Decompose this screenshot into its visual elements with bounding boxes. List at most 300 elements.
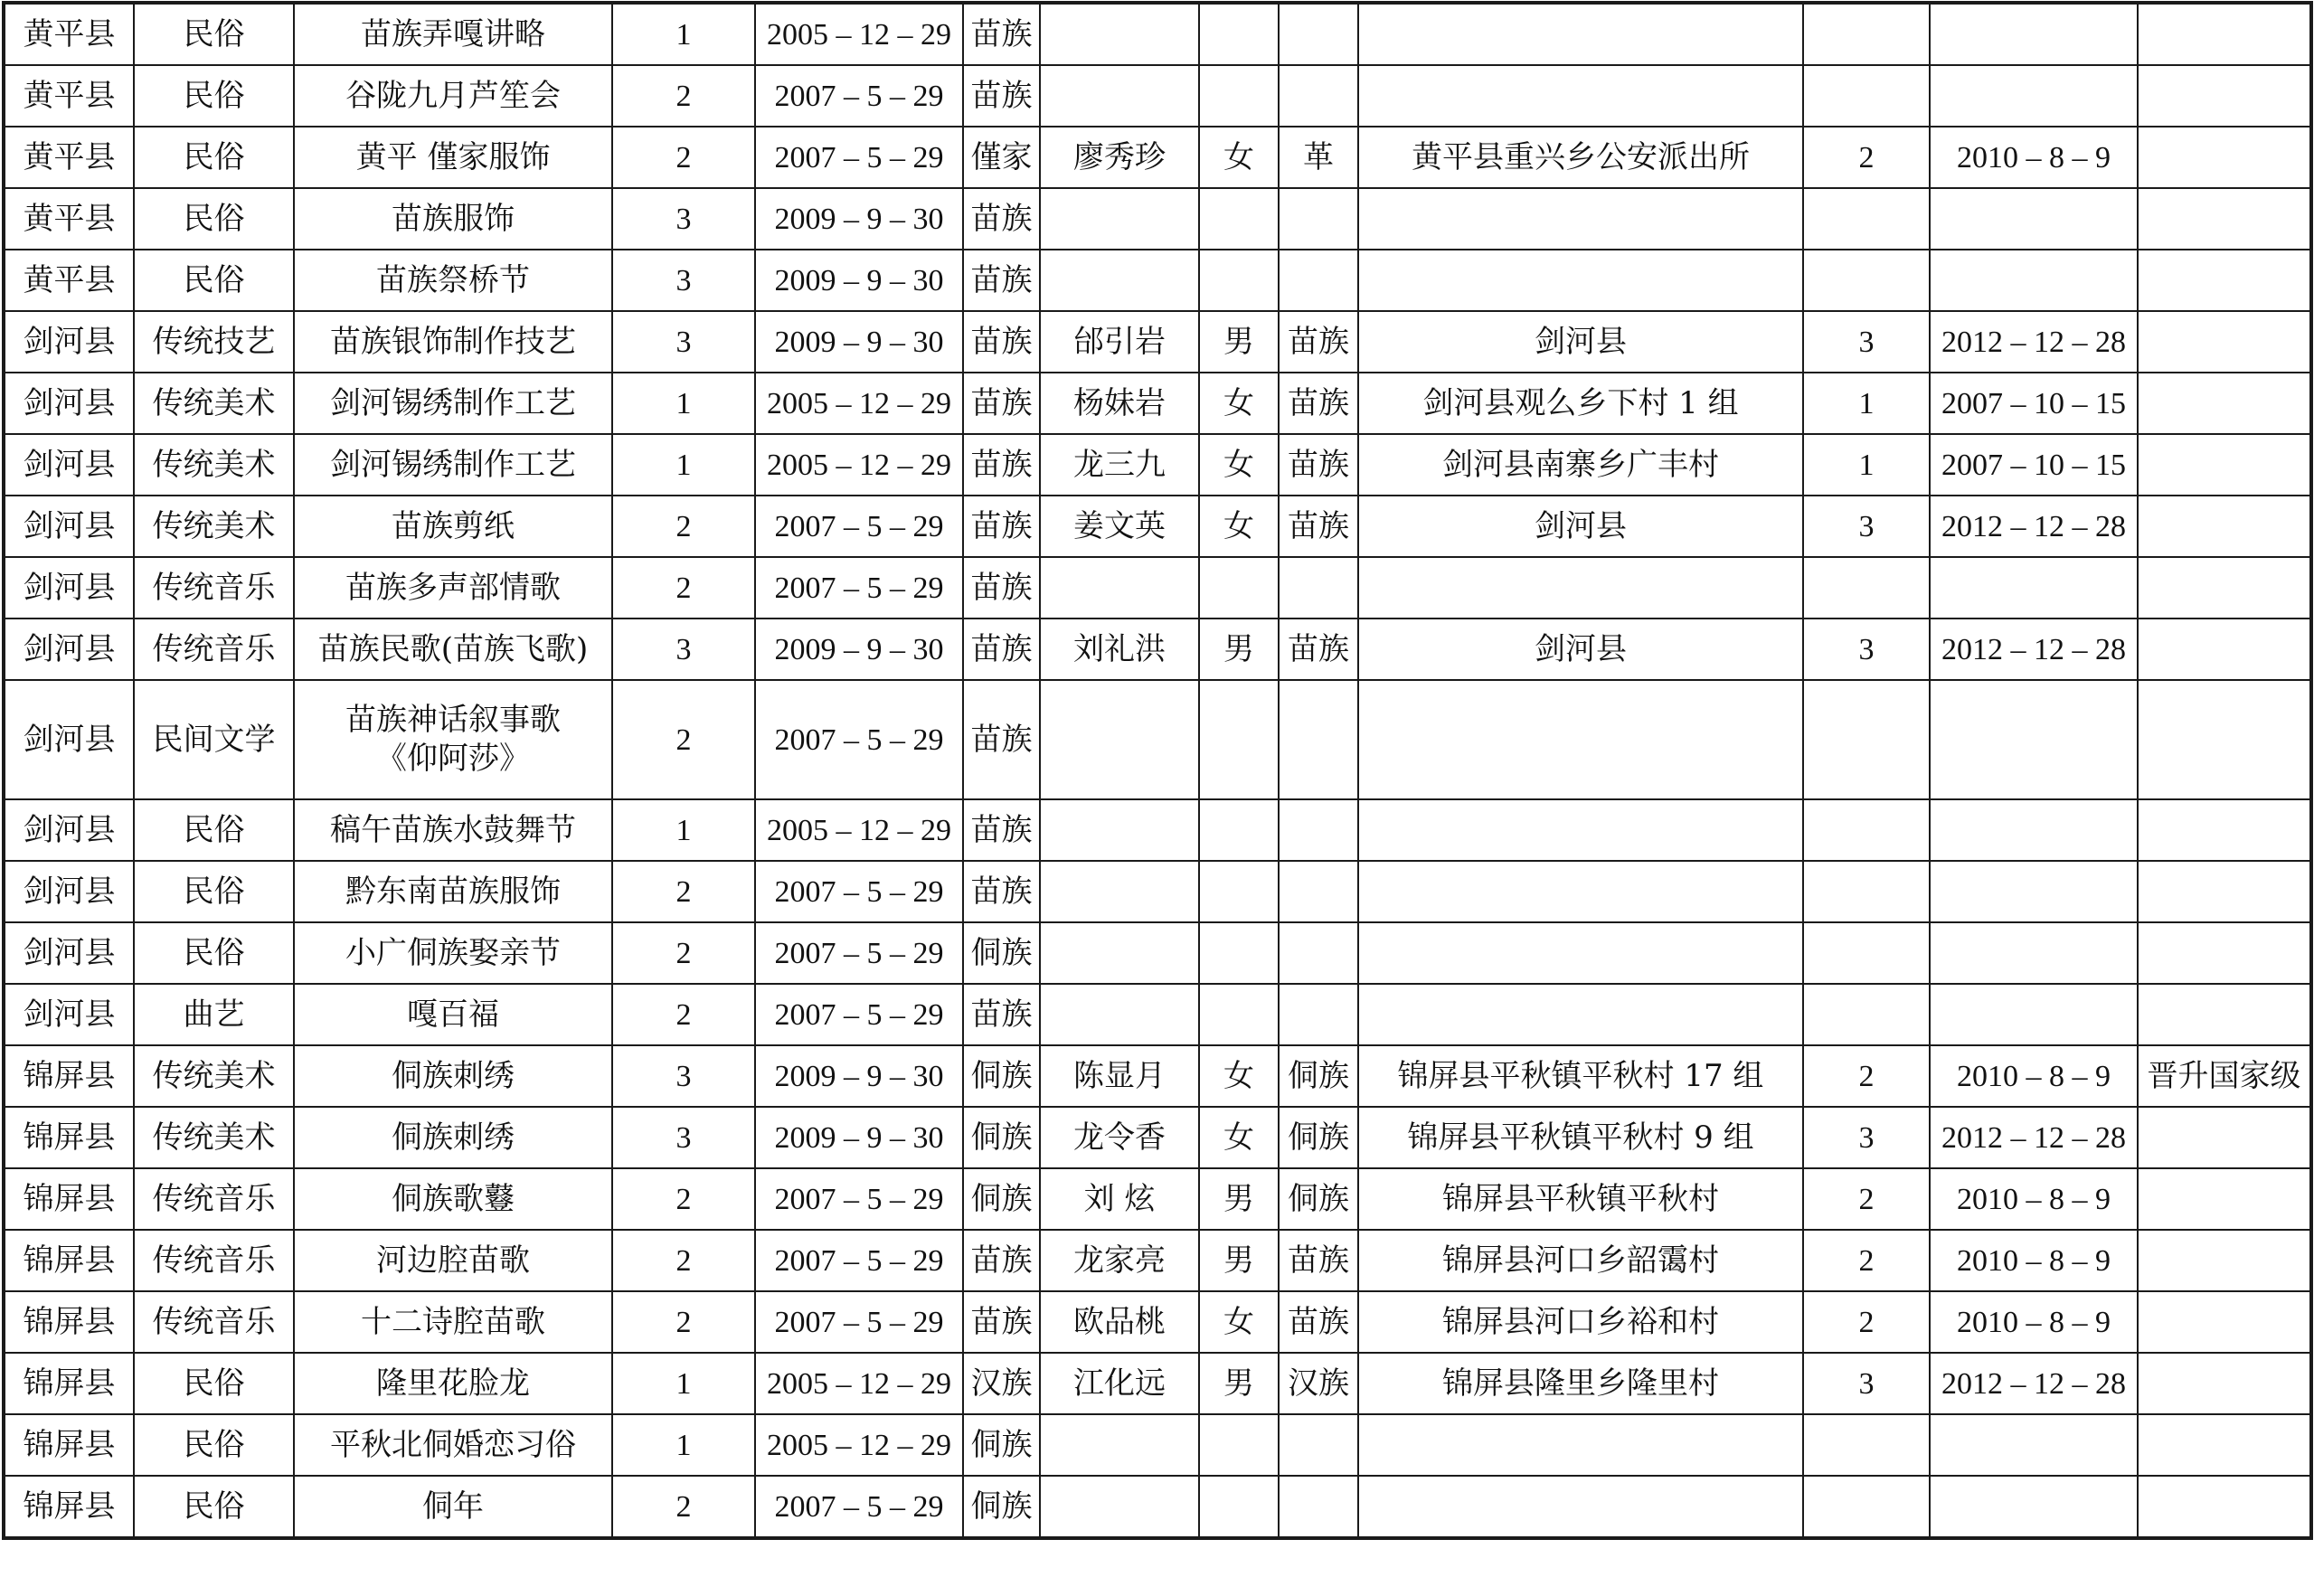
category-cell: 民俗 xyxy=(134,127,294,188)
table-row xyxy=(4,496,2311,557)
note-cell xyxy=(2138,188,2311,250)
project-batch-cell: 3 xyxy=(612,1107,755,1168)
table-row xyxy=(4,984,2311,1045)
inheritor-name-cell xyxy=(1040,65,1199,127)
category-cell: 民俗 xyxy=(134,1414,294,1476)
category-cell: 传统美术 xyxy=(134,1107,294,1168)
ethnic-group-cell: 侗族 xyxy=(963,1476,1040,1538)
note-cell xyxy=(2138,434,2311,496)
inheritor-gender-cell: 女 xyxy=(1199,434,1279,496)
inheritor-address-cell: 锦屏县平秋镇平秋村 xyxy=(1358,1168,1803,1230)
inheritor-name-cell: 陈显月 xyxy=(1040,1045,1199,1107)
ethnic-group-cell: 苗族 xyxy=(963,984,1040,1045)
project-batch-cell: 1 xyxy=(612,434,755,496)
inheritor-batch-cell xyxy=(1803,680,1930,799)
inheritor-date-cell xyxy=(1930,984,2138,1045)
note-cell: 晋升国家级 xyxy=(2138,1045,2311,1107)
note-cell xyxy=(2138,1107,2311,1168)
ethnic-group-cell: 苗族 xyxy=(963,1230,1040,1291)
table-row xyxy=(4,557,2311,619)
project-name-cell: 十二诗腔苗歌 xyxy=(294,1291,612,1353)
inheritor-name-cell: 刘 炫 xyxy=(1040,1168,1199,1230)
inheritor-ethnic-cell xyxy=(1279,1414,1358,1476)
category-cell: 传统美术 xyxy=(134,496,294,557)
inheritor-batch-cell: 2 xyxy=(1803,1045,1930,1107)
county-cell: 黄平县 xyxy=(4,3,134,65)
inheritor-gender-cell: 女 xyxy=(1199,373,1279,434)
project-name-cell: 黄平 僅家服饰 xyxy=(294,127,612,188)
county-cell: 锦屏县 xyxy=(4,1476,134,1538)
approval-date-cell: 2005 – 12 – 29 xyxy=(755,799,963,861)
project-batch-cell: 1 xyxy=(612,799,755,861)
inheritor-name-cell xyxy=(1040,188,1199,250)
inheritor-address-cell xyxy=(1358,3,1803,65)
inheritor-address-cell xyxy=(1358,1414,1803,1476)
inheritor-address-cell xyxy=(1358,557,1803,619)
project-name-cell: 剑河锡绣制作工艺 xyxy=(294,373,612,434)
table-row xyxy=(4,65,2311,127)
inheritor-date-cell: 2012 – 12 – 28 xyxy=(1930,619,2138,680)
ethnic-group-cell: 侗族 xyxy=(963,1168,1040,1230)
inheritor-name-cell: 龙令香 xyxy=(1040,1107,1199,1168)
project-name-cell: 苗族剪纸 xyxy=(294,496,612,557)
table-row xyxy=(4,188,2311,250)
inheritor-date-cell: 2007 – 10 – 15 xyxy=(1930,373,2138,434)
county-cell: 剑河县 xyxy=(4,619,134,680)
inheritor-ethnic-cell: 苗族 xyxy=(1279,373,1358,434)
table-row xyxy=(4,250,2311,311)
inheritor-gender-cell xyxy=(1199,250,1279,311)
approval-date-cell: 2009 – 9 – 30 xyxy=(755,250,963,311)
approval-date-cell: 2007 – 5 – 29 xyxy=(755,496,963,557)
inheritor-batch-cell: 2 xyxy=(1803,127,1930,188)
approval-date-cell: 2005 – 12 – 29 xyxy=(755,373,963,434)
inheritor-ethnic-cell xyxy=(1279,680,1358,799)
inheritor-date-cell: 2010 – 8 – 9 xyxy=(1930,1291,2138,1353)
inheritor-batch-cell xyxy=(1803,861,1930,922)
inheritor-date-cell: 2010 – 8 – 9 xyxy=(1930,1230,2138,1291)
inheritor-ethnic-cell: 苗族 xyxy=(1279,1230,1358,1291)
note-cell xyxy=(2138,3,2311,65)
county-cell: 剑河县 xyxy=(4,680,134,799)
county-cell: 剑河县 xyxy=(4,496,134,557)
county-cell: 黄平县 xyxy=(4,65,134,127)
inheritor-name-cell: 邰引岩 xyxy=(1040,311,1199,373)
inheritor-name-cell: 廖秀珍 xyxy=(1040,127,1199,188)
ethnic-group-cell: 苗族 xyxy=(963,65,1040,127)
approval-date-cell: 2007 – 5 – 29 xyxy=(755,65,963,127)
county-cell: 剑河县 xyxy=(4,922,134,984)
county-cell: 剑河县 xyxy=(4,861,134,922)
county-cell: 锦屏县 xyxy=(4,1230,134,1291)
ethnic-group-cell: 苗族 xyxy=(963,250,1040,311)
inheritor-date-cell: 2010 – 8 – 9 xyxy=(1930,1045,2138,1107)
inheritor-name-cell xyxy=(1040,799,1199,861)
inheritor-ethnic-cell xyxy=(1279,922,1358,984)
inheritor-name-cell xyxy=(1040,1476,1199,1538)
inheritor-ethnic-cell xyxy=(1279,65,1358,127)
approval-date-cell: 2007 – 5 – 29 xyxy=(755,922,963,984)
inheritor-name-cell xyxy=(1040,922,1199,984)
project-batch-cell: 2 xyxy=(612,1476,755,1538)
inheritor-date-cell xyxy=(1930,799,2138,861)
county-cell: 锦屏县 xyxy=(4,1168,134,1230)
category-cell: 民俗 xyxy=(134,65,294,127)
inheritor-address-cell xyxy=(1358,250,1803,311)
approval-date-cell: 2007 – 5 – 29 xyxy=(755,1476,963,1538)
table-row xyxy=(4,311,2311,373)
inheritor-ethnic-cell: 苗族 xyxy=(1279,496,1358,557)
ethnic-group-cell: 苗族 xyxy=(963,1291,1040,1353)
inheritor-batch-cell xyxy=(1803,1476,1930,1538)
table-row xyxy=(4,619,2311,680)
table-body xyxy=(4,3,2311,1538)
table-row xyxy=(4,1168,2311,1230)
inheritor-address-cell: 剑河县南寨乡广丰村 xyxy=(1358,434,1803,496)
inheritor-ethnic-cell: 侗族 xyxy=(1279,1168,1358,1230)
table-row xyxy=(4,1476,2311,1538)
project-name-cell: 剑河锡绣制作工艺 xyxy=(294,434,612,496)
note-cell xyxy=(2138,496,2311,557)
ethnic-group-cell: 苗族 xyxy=(963,619,1040,680)
ethnic-group-cell: 苗族 xyxy=(963,188,1040,250)
note-cell xyxy=(2138,250,2311,311)
county-cell: 黄平县 xyxy=(4,250,134,311)
project-batch-cell: 1 xyxy=(612,373,755,434)
approval-date-cell: 2005 – 12 – 29 xyxy=(755,3,963,65)
inheritor-gender-cell: 男 xyxy=(1199,619,1279,680)
inheritor-gender-cell: 女 xyxy=(1199,1045,1279,1107)
inheritor-ethnic-cell xyxy=(1279,557,1358,619)
category-cell: 民俗 xyxy=(134,1353,294,1414)
inheritor-ethnic-cell: 革 xyxy=(1279,127,1358,188)
note-cell xyxy=(2138,1168,2311,1230)
inheritor-ethnic-cell: 苗族 xyxy=(1279,1291,1358,1353)
table-row xyxy=(4,1230,2311,1291)
ethnic-group-cell: 苗族 xyxy=(963,434,1040,496)
note-cell xyxy=(2138,799,2311,861)
inheritor-gender-cell xyxy=(1199,799,1279,861)
project-name-cell: 稿午苗族水鼓舞节 xyxy=(294,799,612,861)
inheritor-date-cell xyxy=(1930,250,2138,311)
category-cell: 民间文学 xyxy=(134,680,294,799)
inheritor-date-cell: 2012 – 12 – 28 xyxy=(1930,1107,2138,1168)
note-cell xyxy=(2138,1414,2311,1476)
inheritor-gender-cell xyxy=(1199,984,1279,1045)
inheritor-batch-cell: 2 xyxy=(1803,1291,1930,1353)
inheritor-gender-cell: 女 xyxy=(1199,1107,1279,1168)
category-cell: 民俗 xyxy=(134,861,294,922)
project-name-cell: 苗族服饰 xyxy=(294,188,612,250)
note-cell xyxy=(2138,127,2311,188)
project-name-cell: 苗族祭桥节 xyxy=(294,250,612,311)
county-cell: 黄平县 xyxy=(4,188,134,250)
project-name-cell: 谷陇九月芦笙会 xyxy=(294,65,612,127)
project-batch-cell: 2 xyxy=(612,1168,755,1230)
inheritor-date-cell: 2010 – 8 – 9 xyxy=(1930,1168,2138,1230)
table-row xyxy=(4,127,2311,188)
approval-date-cell: 2005 – 12 – 29 xyxy=(755,1414,963,1476)
category-cell: 传统音乐 xyxy=(134,1291,294,1353)
inheritor-address-cell xyxy=(1358,680,1803,799)
note-cell xyxy=(2138,1476,2311,1538)
inheritor-gender-cell xyxy=(1199,3,1279,65)
table-row xyxy=(4,1107,2311,1168)
ethnic-group-cell: 侗族 xyxy=(963,1045,1040,1107)
project-batch-cell: 2 xyxy=(612,1230,755,1291)
project-batch-cell: 1 xyxy=(612,1353,755,1414)
ethnic-group-cell: 汉族 xyxy=(963,1353,1040,1414)
county-cell: 剑河县 xyxy=(4,434,134,496)
inheritor-gender-cell xyxy=(1199,65,1279,127)
ethnic-group-cell: 苗族 xyxy=(963,557,1040,619)
note-cell xyxy=(2138,680,2311,799)
inheritor-batch-cell: 2 xyxy=(1803,1168,1930,1230)
inheritor-name-cell xyxy=(1040,984,1199,1045)
project-name-cell: 苗族弄嘎讲略 xyxy=(294,3,612,65)
inheritor-name-cell: 姜文英 xyxy=(1040,496,1199,557)
inheritor-gender-cell: 女 xyxy=(1199,1291,1279,1353)
inheritor-batch-cell: 1 xyxy=(1803,373,1930,434)
project-batch-cell: 3 xyxy=(612,250,755,311)
county-cell: 剑河县 xyxy=(4,799,134,861)
inheritor-ethnic-cell xyxy=(1279,861,1358,922)
approval-date-cell: 2007 – 5 – 29 xyxy=(755,1230,963,1291)
approval-date-cell: 2007 – 5 – 29 xyxy=(755,680,963,799)
inheritor-address-cell: 剑河县 xyxy=(1358,619,1803,680)
note-cell xyxy=(2138,311,2311,373)
inheritor-address-cell: 锦屏县隆里乡隆里村 xyxy=(1358,1353,1803,1414)
inheritor-gender-cell: 男 xyxy=(1199,1230,1279,1291)
table-row xyxy=(4,799,2311,861)
inheritor-address-cell xyxy=(1358,799,1803,861)
ethnic-group-cell: 侗族 xyxy=(963,1107,1040,1168)
heritage-table-page xyxy=(2,1,2309,1592)
inheritor-address-cell xyxy=(1358,188,1803,250)
inheritor-date-cell xyxy=(1930,861,2138,922)
approval-date-cell: 2009 – 9 – 30 xyxy=(755,311,963,373)
project-batch-cell: 3 xyxy=(612,188,755,250)
project-name-cell: 小广侗族娶亲节 xyxy=(294,922,612,984)
inheritor-batch-cell xyxy=(1803,188,1930,250)
table-row xyxy=(4,922,2311,984)
inheritor-gender-cell: 男 xyxy=(1199,311,1279,373)
inheritor-batch-cell xyxy=(1803,922,1930,984)
inheritor-ethnic-cell: 苗族 xyxy=(1279,619,1358,680)
inheritor-batch-cell xyxy=(1803,984,1930,1045)
project-name-cell: 黔东南苗族服饰 xyxy=(294,861,612,922)
inheritor-address-cell xyxy=(1358,65,1803,127)
inheritor-gender-cell: 女 xyxy=(1199,496,1279,557)
table-row xyxy=(4,1045,2311,1107)
project-name-cell: 河边腔苗歌 xyxy=(294,1230,612,1291)
project-name-cell xyxy=(294,680,612,799)
inheritor-address-cell: 剑河县 xyxy=(1358,311,1803,373)
category-cell: 传统美术 xyxy=(134,1045,294,1107)
approval-date-cell: 2009 – 9 – 30 xyxy=(755,1045,963,1107)
category-cell: 民俗 xyxy=(134,922,294,984)
inheritor-date-cell xyxy=(1930,65,2138,127)
inheritor-batch-cell xyxy=(1803,557,1930,619)
heritage-table xyxy=(2,1,2313,1540)
inheritor-name-cell: 江化远 xyxy=(1040,1353,1199,1414)
inheritor-date-cell xyxy=(1930,557,2138,619)
project-name-cell: 平秋北侗婚恋习俗 xyxy=(294,1414,612,1476)
inheritor-ethnic-cell: 苗族 xyxy=(1279,434,1358,496)
inheritor-address-cell xyxy=(1358,1476,1803,1538)
note-cell xyxy=(2138,557,2311,619)
inheritor-ethnic-cell xyxy=(1279,1476,1358,1538)
ethnic-group-cell: 苗族 xyxy=(963,311,1040,373)
approval-date-cell: 2007 – 5 – 29 xyxy=(755,1291,963,1353)
project-name-cell: 侗族刺绣 xyxy=(294,1045,612,1107)
inheritor-date-cell xyxy=(1930,1414,2138,1476)
approval-date-cell: 2007 – 5 – 29 xyxy=(755,127,963,188)
inheritor-ethnic-cell xyxy=(1279,984,1358,1045)
project-name-cell: 隆里花脸龙 xyxy=(294,1353,612,1414)
note-cell xyxy=(2138,861,2311,922)
ethnic-group-cell: 苗族 xyxy=(963,861,1040,922)
note-cell xyxy=(2138,922,2311,984)
table-row xyxy=(4,1291,2311,1353)
note-cell xyxy=(2138,984,2311,1045)
inheritor-batch-cell: 3 xyxy=(1803,619,1930,680)
project-batch-cell: 3 xyxy=(612,1045,755,1107)
ethnic-group-cell: 侗族 xyxy=(963,922,1040,984)
inheritor-gender-cell xyxy=(1199,1476,1279,1538)
note-cell xyxy=(2138,1353,2311,1414)
approval-date-cell: 2007 – 5 – 29 xyxy=(755,1168,963,1230)
inheritor-name-cell: 刘礼洪 xyxy=(1040,619,1199,680)
inheritor-ethnic-cell xyxy=(1279,250,1358,311)
ethnic-group-cell: 苗族 xyxy=(963,799,1040,861)
inheritor-date-cell xyxy=(1930,680,2138,799)
note-cell xyxy=(2138,1291,2311,1353)
approval-date-cell: 2007 – 5 – 29 xyxy=(755,861,963,922)
table-row xyxy=(4,861,2311,922)
note-cell xyxy=(2138,1230,2311,1291)
county-cell: 锦屏县 xyxy=(4,1414,134,1476)
inheritor-address-cell xyxy=(1358,861,1803,922)
county-cell: 锦屏县 xyxy=(4,1291,134,1353)
inheritor-name-cell xyxy=(1040,3,1199,65)
inheritor-name-cell: 杨妹岩 xyxy=(1040,373,1199,434)
category-cell: 传统音乐 xyxy=(134,619,294,680)
inheritor-ethnic-cell: 苗族 xyxy=(1279,311,1358,373)
inheritor-gender-cell: 男 xyxy=(1199,1353,1279,1414)
category-cell: 民俗 xyxy=(134,188,294,250)
project-batch-cell: 1 xyxy=(612,3,755,65)
approval-date-cell: 2005 – 12 – 29 xyxy=(755,1353,963,1414)
approval-date-cell: 2007 – 5 – 29 xyxy=(755,984,963,1045)
project-batch-cell: 2 xyxy=(612,65,755,127)
project-name-line-1: 苗族神话叙事歌 xyxy=(345,702,561,738)
ethnic-group-cell: 侗族 xyxy=(963,1414,1040,1476)
inheritor-ethnic-cell xyxy=(1279,3,1358,65)
approval-date-cell: 2009 – 9 – 30 xyxy=(755,188,963,250)
inheritor-batch-cell xyxy=(1803,1414,1930,1476)
project-name-cell: 嘎百福 xyxy=(294,984,612,1045)
project-batch-cell: 3 xyxy=(612,311,755,373)
county-cell: 锦屏县 xyxy=(4,1107,134,1168)
project-batch-cell: 2 xyxy=(612,984,755,1045)
inheritor-address-cell: 锦屏县河口乡裕和村 xyxy=(1358,1291,1803,1353)
category-cell: 民俗 xyxy=(134,799,294,861)
project-name-cell: 侗年 xyxy=(294,1476,612,1538)
inheritor-date-cell xyxy=(1930,1476,2138,1538)
table-row xyxy=(4,3,2311,65)
inheritor-name-cell xyxy=(1040,861,1199,922)
inheritor-date-cell xyxy=(1930,3,2138,65)
inheritor-name-cell xyxy=(1040,1414,1199,1476)
project-batch-cell: 2 xyxy=(612,680,755,799)
inheritor-ethnic-cell xyxy=(1279,799,1358,861)
table-row xyxy=(4,373,2311,434)
inheritor-ethnic-cell: 侗族 xyxy=(1279,1107,1358,1168)
inheritor-batch-cell xyxy=(1803,65,1930,127)
project-batch-cell: 2 xyxy=(612,127,755,188)
ethnic-group-cell: 苗族 xyxy=(963,373,1040,434)
inheritor-date-cell: 2007 – 10 – 15 xyxy=(1930,434,2138,496)
category-cell: 民俗 xyxy=(134,3,294,65)
project-name-cell: 苗族多声部情歌 xyxy=(294,557,612,619)
inheritor-address-cell: 锦屏县平秋镇平秋村 17 组 xyxy=(1358,1045,1803,1107)
county-cell: 锦屏县 xyxy=(4,1045,134,1107)
inheritor-batch-cell xyxy=(1803,250,1930,311)
inheritor-batch-cell: 3 xyxy=(1803,1353,1930,1414)
inheritor-date-cell: 2012 – 12 – 28 xyxy=(1930,311,2138,373)
project-name-cell: 苗族银饰制作技艺 xyxy=(294,311,612,373)
category-cell: 传统音乐 xyxy=(134,1168,294,1230)
category-cell: 传统美术 xyxy=(134,373,294,434)
inheritor-ethnic-cell xyxy=(1279,188,1358,250)
inheritor-gender-cell xyxy=(1199,557,1279,619)
inheritor-address-cell: 锦屏县平秋镇平秋村 9 组 xyxy=(1358,1107,1803,1168)
inheritor-batch-cell: 2 xyxy=(1803,1230,1930,1291)
approval-date-cell: 2007 – 5 – 29 xyxy=(755,557,963,619)
county-cell: 剑河县 xyxy=(4,311,134,373)
inheritor-ethnic-cell: 侗族 xyxy=(1279,1045,1358,1107)
category-cell: 传统技艺 xyxy=(134,311,294,373)
inheritor-date-cell xyxy=(1930,188,2138,250)
category-cell: 曲艺 xyxy=(134,984,294,1045)
inheritor-name-cell: 龙三九 xyxy=(1040,434,1199,496)
project-name-cell: 侗族歌鼟 xyxy=(294,1168,612,1230)
ethnic-group-cell: 苗族 xyxy=(963,496,1040,557)
inheritor-name-cell: 欧品桃 xyxy=(1040,1291,1199,1353)
ethnic-group-cell: 僅家 xyxy=(963,127,1040,188)
inheritor-batch-cell: 3 xyxy=(1803,311,1930,373)
inheritor-ethnic-cell: 汉族 xyxy=(1279,1353,1358,1414)
inheritor-address-cell xyxy=(1358,984,1803,1045)
category-cell: 传统音乐 xyxy=(134,557,294,619)
inheritor-gender-cell xyxy=(1199,188,1279,250)
inheritor-address-cell: 黄平县重兴乡公安派出所 xyxy=(1358,127,1803,188)
inheritor-name-cell xyxy=(1040,250,1199,311)
inheritor-address-cell xyxy=(1358,922,1803,984)
inheritor-date-cell: 2010 – 8 – 9 xyxy=(1930,127,2138,188)
table-row xyxy=(4,1414,2311,1476)
inheritor-address-cell: 锦屏县河口乡韶霭村 xyxy=(1358,1230,1803,1291)
inheritor-gender-cell xyxy=(1199,861,1279,922)
inheritor-batch-cell xyxy=(1803,799,1930,861)
inheritor-batch-cell: 3 xyxy=(1803,496,1930,557)
project-batch-cell: 2 xyxy=(612,1291,755,1353)
table-row xyxy=(4,1353,2311,1414)
inheritor-address-cell: 剑河县观么乡下村 1 组 xyxy=(1358,373,1803,434)
inheritor-gender-cell xyxy=(1199,1414,1279,1476)
inheritor-gender-cell: 男 xyxy=(1199,1168,1279,1230)
